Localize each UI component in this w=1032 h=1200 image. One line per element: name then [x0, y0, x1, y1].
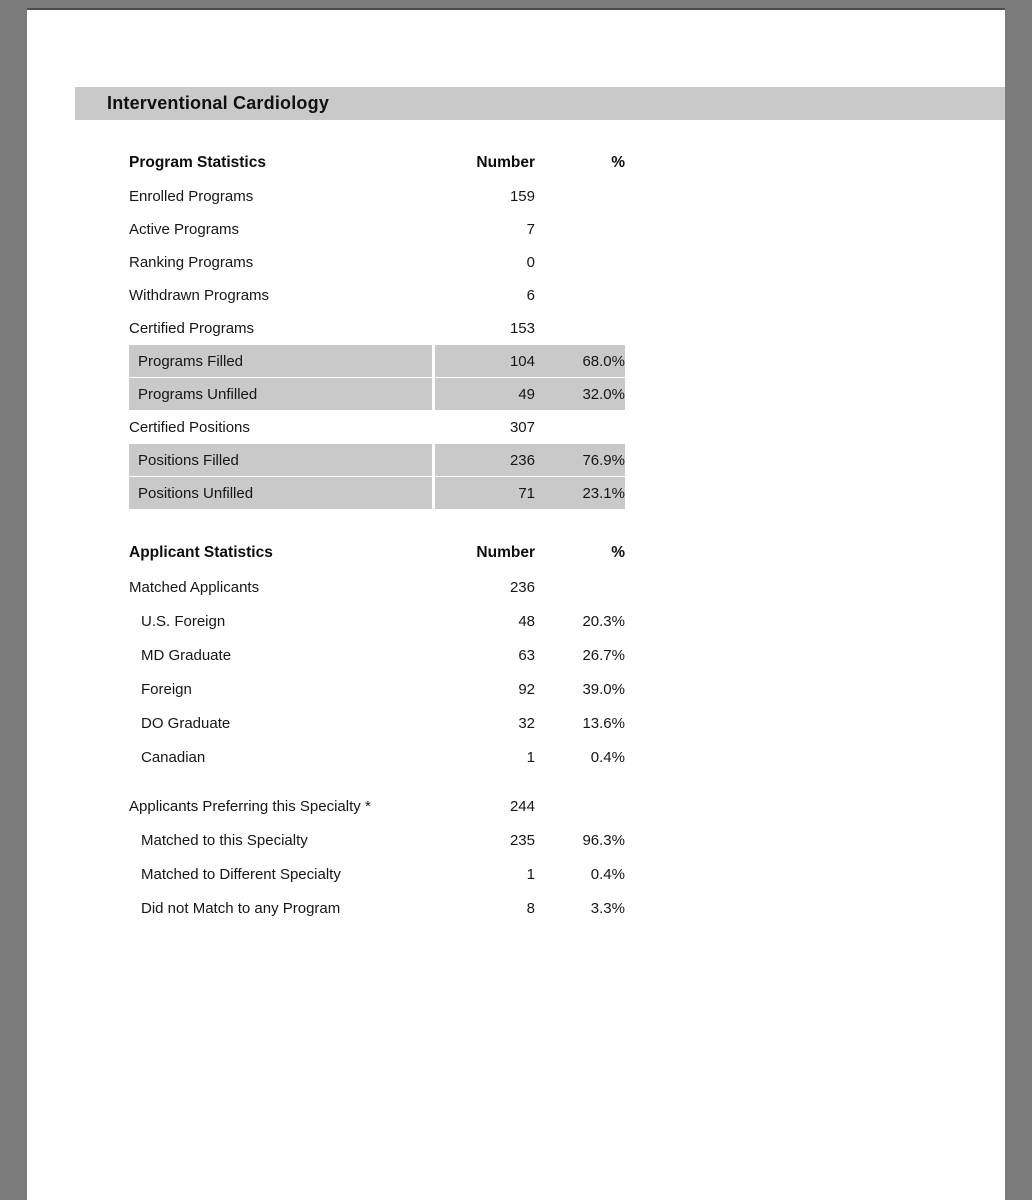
table-row-highlighted [129, 378, 625, 410]
row-label: Foreign [141, 680, 192, 698]
row-percent: 96.3% [582, 831, 625, 849]
row-percent [535, 570, 625, 604]
column-header-percent: % [611, 544, 625, 561]
row-number: 32 [518, 714, 535, 732]
program-table-header [129, 147, 625, 179]
row-percent [535, 180, 625, 212]
row-number: 236 [509, 578, 535, 596]
table-row-highlighted [129, 345, 625, 377]
row-label: Did not Match to any Program [141, 899, 341, 917]
row-label: Matched Applicants [129, 578, 260, 596]
row-number: 159 [509, 187, 535, 205]
row-percent [535, 411, 625, 443]
row-percent [535, 279, 625, 311]
table-row [129, 312, 625, 344]
row-percent: 23.1% [535, 477, 625, 509]
row-percent [535, 246, 625, 278]
row-label: Withdrawn Programs [129, 286, 270, 304]
document-page [27, 8, 1005, 1200]
column-header-label: Applicant Statistics [129, 544, 273, 561]
row-percent: 68.0% [535, 345, 625, 377]
row-label: Programs Filled [129, 345, 432, 377]
row-percent: 20.3% [582, 612, 625, 630]
row-number: 153 [509, 319, 535, 337]
row-label: Applicants Preferring this Specialty * [129, 797, 371, 815]
table-row [129, 213, 625, 245]
table-row [129, 891, 625, 925]
table-row [129, 789, 625, 823]
table-row [129, 740, 625, 774]
row-percent [535, 312, 625, 344]
row-percent: 32.0% [535, 378, 625, 410]
table-row [129, 706, 625, 740]
applicant-statistics-table [129, 536, 625, 925]
row-number: 6 [526, 286, 535, 304]
table-row [129, 857, 625, 891]
column-header-number: Number [476, 544, 535, 561]
row-label: Certified Programs [129, 319, 255, 337]
row-number: 92 [518, 680, 535, 698]
row-number: 1 [526, 748, 535, 766]
row-label: Positions Unfilled [129, 477, 432, 509]
table-row [129, 604, 625, 638]
row-percent: 13.6% [582, 714, 625, 732]
row-number: 104 [435, 345, 535, 377]
row-percent: 0.4% [590, 748, 625, 766]
section-header-bar [75, 87, 1005, 120]
table-row [129, 246, 625, 278]
table-row-highlighted [129, 444, 625, 476]
row-label: Ranking Programs [129, 253, 254, 271]
column-header-number: Number [476, 154, 535, 171]
row-number: 8 [526, 899, 535, 917]
table-row-highlighted [129, 477, 625, 509]
row-percent [535, 789, 625, 823]
table-row [129, 638, 625, 672]
row-number: 235 [509, 831, 535, 849]
row-label: Active Programs [129, 220, 240, 238]
row-label: U.S. Foreign [141, 612, 226, 630]
row-label: Certified Positions [129, 418, 250, 436]
row-label: Matched to this Specialty [141, 831, 308, 849]
row-number: 71 [435, 477, 535, 509]
row-label: Programs Unfilled [129, 378, 432, 410]
row-percent: 0.4% [590, 865, 625, 883]
row-number: 307 [509, 418, 535, 436]
table-row [129, 180, 625, 212]
table-row [129, 570, 625, 604]
row-number: 63 [518, 646, 535, 664]
row-label: DO Graduate [141, 714, 231, 732]
row-number: 236 [435, 444, 535, 476]
row-number: 7 [526, 220, 535, 238]
row-percent [535, 213, 625, 245]
applicant-table-header [129, 536, 625, 570]
row-number: 1 [526, 865, 535, 883]
row-label: Positions Filled [129, 444, 432, 476]
row-label: Matched to Different Specialty [141, 865, 341, 883]
column-header-percent: % [611, 154, 625, 171]
row-number: 0 [526, 253, 535, 271]
row-number: 49 [435, 378, 535, 410]
table-row [129, 411, 625, 443]
table-row [129, 672, 625, 706]
section-title: Interventional Cardiology [107, 93, 330, 113]
row-percent: 76.9% [535, 444, 625, 476]
table-row [129, 279, 625, 311]
program-statistics-table [129, 147, 625, 510]
column-header-label: Program Statistics [129, 154, 266, 171]
row-number: 244 [509, 797, 535, 815]
row-number: 48 [518, 612, 535, 630]
table-row [129, 823, 625, 857]
row-percent: 26.7% [582, 646, 625, 664]
row-label: Enrolled Programs [129, 187, 254, 205]
row-label: MD Graduate [141, 646, 232, 664]
row-percent: 39.0% [582, 680, 625, 698]
row-percent: 3.3% [590, 899, 625, 917]
row-label: Canadian [141, 748, 206, 766]
